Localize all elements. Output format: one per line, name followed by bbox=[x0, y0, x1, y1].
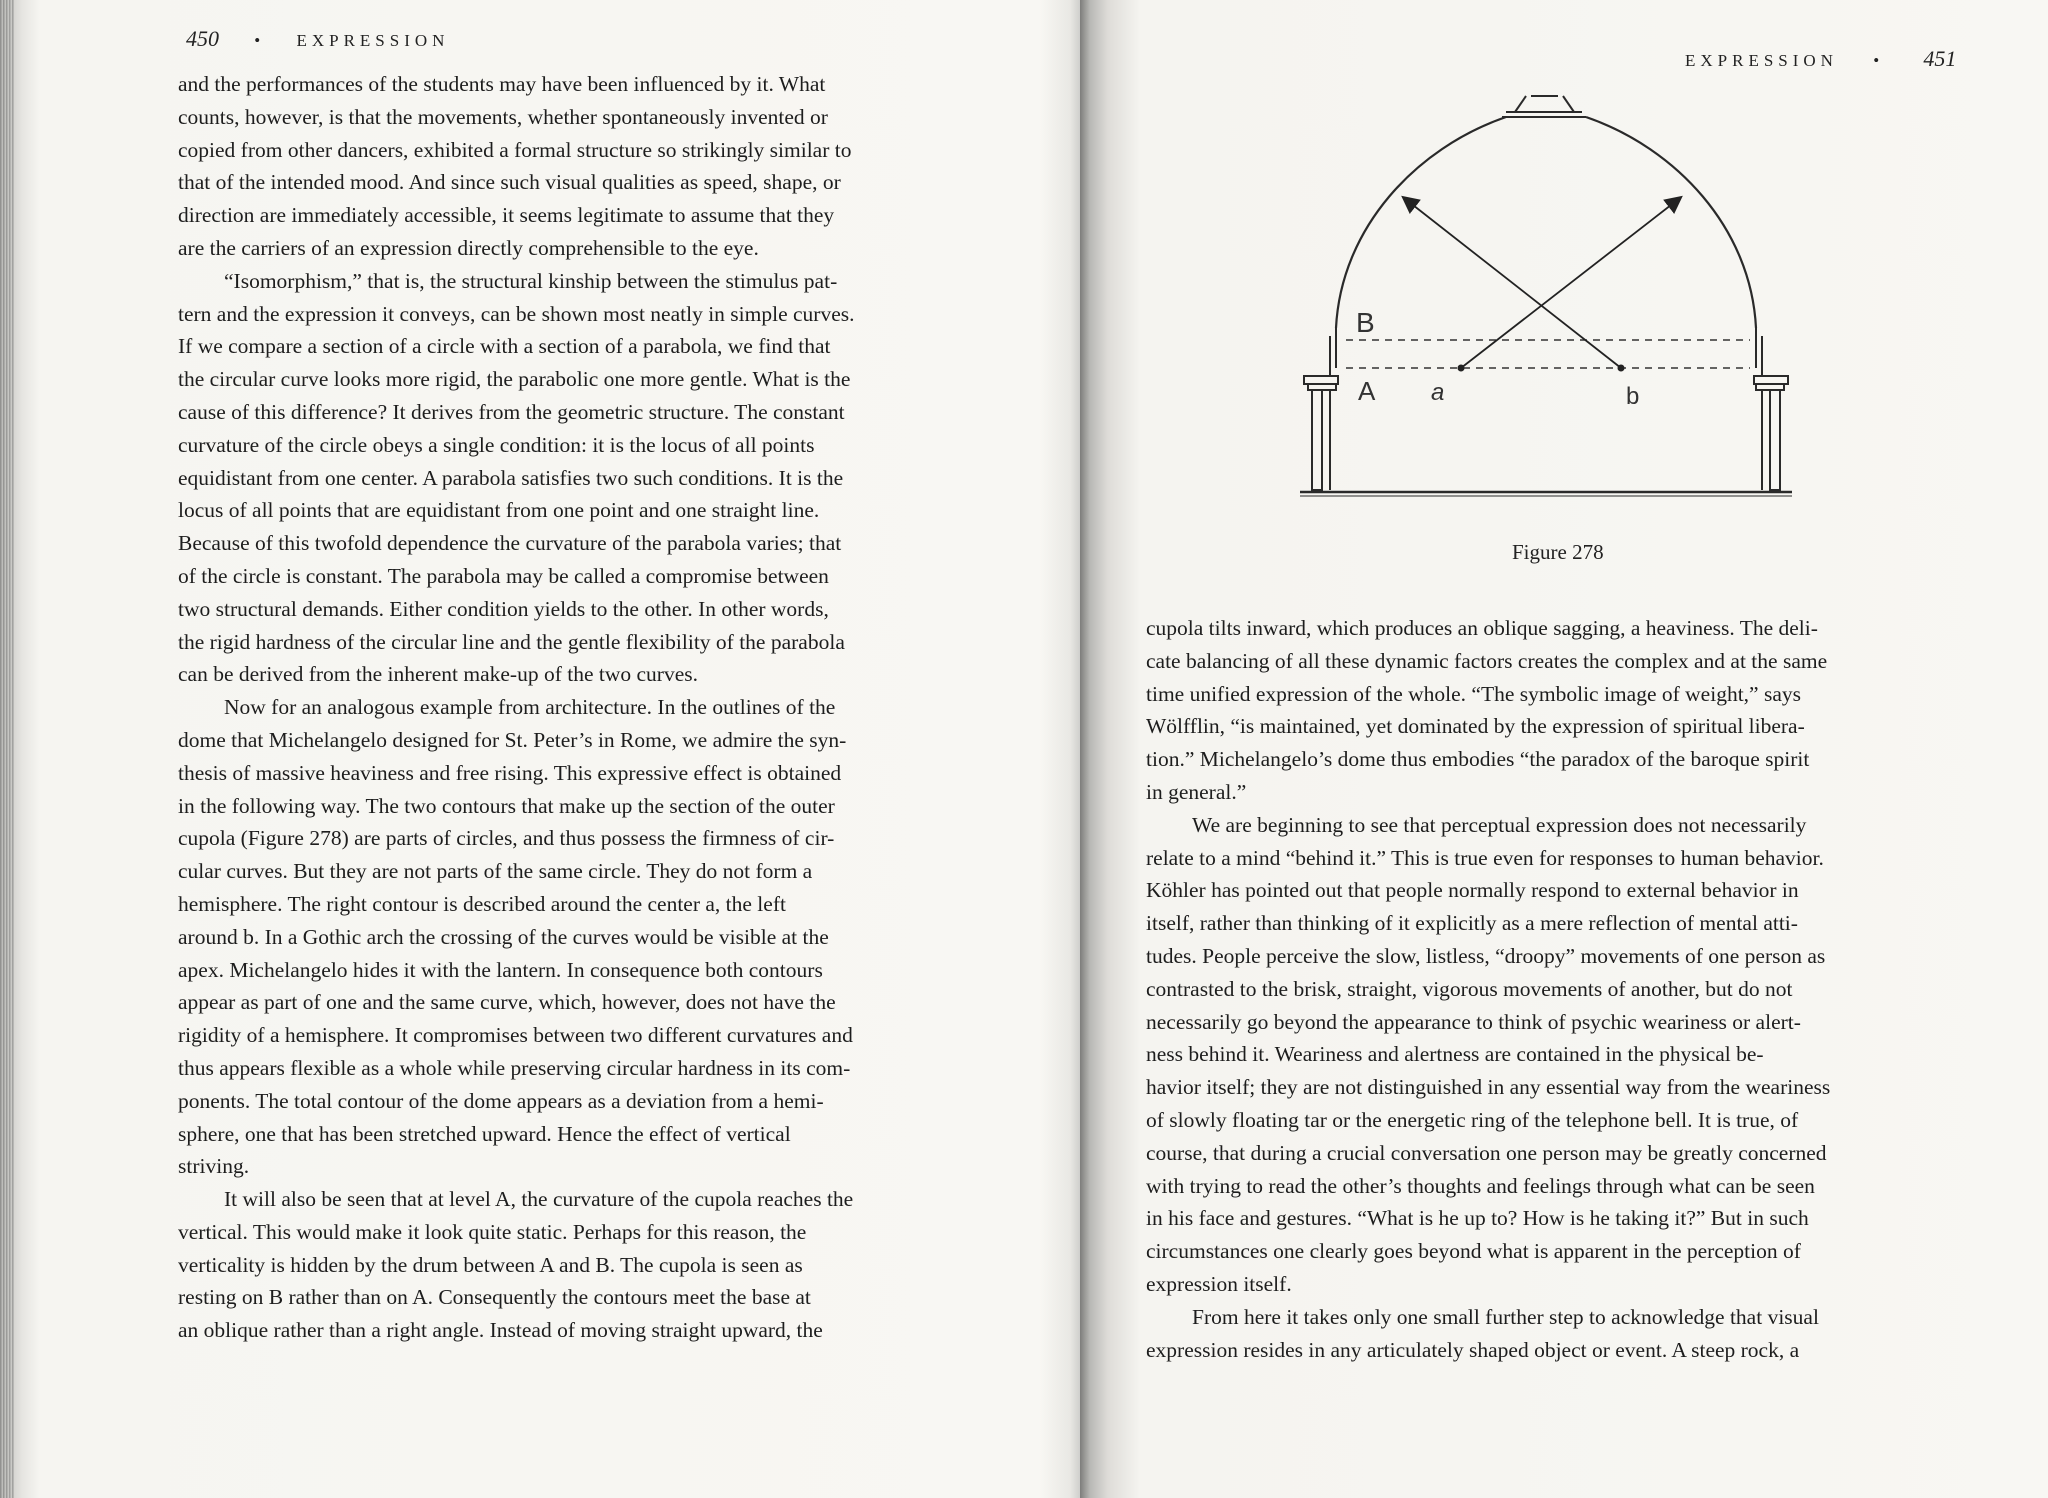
text-line: dome that Michelangelo designed for St. Peter’s in Rome, we admire the syn- bbox=[178, 727, 847, 752]
text-line: copied from other dancers, exhibited a formal structure so strikingly similar to bbox=[178, 137, 852, 162]
center-point-a bbox=[1458, 365, 1465, 372]
text-line: thesis of massive heaviness and free rising. This expressive effect is obtained bbox=[178, 760, 842, 785]
right-column bbox=[1770, 390, 1780, 490]
text-line: We are beginning to see that perceptual expression does not necessarily bbox=[1192, 812, 1807, 837]
text-line: Now for an analogous example from architecture. In the outlines of the bbox=[224, 695, 836, 720]
lantern-left-side bbox=[1515, 96, 1526, 112]
text-line: hemisphere. The right contour is described around the center a, the left bbox=[178, 891, 786, 916]
text-line: an oblique rather than a right angle. Instead of moving straight upward, the bbox=[178, 1318, 823, 1343]
text-line: in his face and gestures. “What is he up to? How is he taking it?” But in such bbox=[1146, 1206, 1809, 1231]
right-running-head-title: EXPRESSION bbox=[1685, 51, 1838, 70]
text-line: sphere, one that has been stretched upward. Hence the effect of vertical bbox=[178, 1121, 791, 1146]
left-drum bbox=[1304, 328, 1338, 490]
text-line: are the carriers of an expression directly comprehensible to the eye. bbox=[178, 235, 759, 260]
text-line: counts, however, is that the movements, whether spontaneously invented or bbox=[178, 104, 828, 129]
text-line: necessarily go beyond the appearance to think of psychic weariness or alert- bbox=[1146, 1009, 1801, 1034]
text-line: relate to a mind “behind it.” This is true even for responses to human behavior. bbox=[1146, 845, 1824, 870]
text-line: of slowly floating tar or the energetic ring of the telephone bell. It is true, of bbox=[1146, 1107, 1799, 1132]
text-line: Because of this twofold dependence the curvature of the parabola varies; that bbox=[178, 531, 842, 556]
text-line: circumstances one clearly goes beyond what is apparent in the perception of bbox=[1146, 1239, 1801, 1264]
right-page-number: 451 bbox=[1923, 46, 1957, 71]
text-line: cupola (Figure 278) are parts of circles, and thus possess the firmness of cir- bbox=[178, 826, 835, 851]
label-a: a bbox=[1431, 379, 1445, 406]
text-line: tion.” Michelangelo’s dome thus embodies “the paradox of the baroque spirit bbox=[1146, 747, 1810, 772]
left-header-bullet: • bbox=[254, 31, 266, 50]
left-column bbox=[1312, 390, 1322, 490]
text-line: havior itself; they are not distinguished in any essential way from the weariness bbox=[1146, 1075, 1831, 1100]
text-line: with trying to read the other’s thoughts and feelings through what can be seen bbox=[1146, 1173, 1815, 1198]
left-page-number: 450 bbox=[186, 26, 219, 51]
text-line: course, that during a crucial conversation one person may be greatly concerned bbox=[1146, 1140, 1827, 1165]
label-b: b bbox=[1626, 383, 1640, 410]
dome-right-contour bbox=[1586, 117, 1756, 328]
text-line: apex. Michelangelo hides it with the lantern. In consequence both contours bbox=[178, 957, 823, 982]
lantern-right-side bbox=[1563, 96, 1574, 112]
text-line: can be derived from the inherent make-up of the two curves. bbox=[178, 662, 698, 687]
dome-left-contour bbox=[1336, 117, 1506, 328]
text-line: two structural demands. Either condition yields to the other. In other words, bbox=[178, 596, 829, 621]
page-edge-lines bbox=[0, 0, 14, 1498]
label-B: B bbox=[1356, 307, 1375, 338]
text-line: cause of this difference? It derives from the geometric structure. The constant bbox=[178, 399, 845, 424]
radius-arrow-from-b bbox=[1404, 198, 1621, 368]
text-line: time unified expression of the whole. “The symbolic image of weight,” says bbox=[1146, 681, 1801, 706]
text-line: of the circle is constant. The parabola may be called a compromise between bbox=[178, 563, 829, 588]
radius-arrow-from-a bbox=[1461, 198, 1680, 368]
right-cornice bbox=[1754, 376, 1788, 384]
text-line: curvature of the circle obeys a single condition: it is the locus of all points bbox=[178, 432, 815, 457]
text-line: vertical. This would make it look quite static. Perhaps for this reason, the bbox=[178, 1219, 807, 1244]
right-drum bbox=[1754, 328, 1788, 490]
text-line: itself, rather than thinking of it explicitly as a mere reflection of mental atti- bbox=[1146, 911, 1798, 936]
text-line: tern and the expression it conveys, can be shown most neatly in simple curves. bbox=[178, 301, 855, 326]
lantern bbox=[1502, 96, 1586, 117]
text-line: resting on B rather than on A. Consequently the contours meet the base at bbox=[178, 1285, 811, 1310]
text-line: cate balancing of all these dynamic factors creates the complex and at the same bbox=[1146, 648, 1828, 673]
text-line: appear as part of one and the same curve, which, however, does not have the bbox=[178, 990, 836, 1015]
text-line: around b. In a Gothic arch the crossing of the curves would be visible at the bbox=[178, 924, 829, 949]
text-line: If we compare a section of a circle with a section of a parabola, we find that bbox=[178, 334, 831, 359]
text-line: verticality is hidden by the drum between A and B. The cupola is seen as bbox=[178, 1252, 803, 1277]
text-line: in the following way. The two contours that make up the section of the outer bbox=[178, 793, 835, 818]
left-running-head bbox=[186, 26, 449, 52]
text-line: ponents. The total contour of the dome appears as a deviation from a hemi- bbox=[178, 1088, 824, 1113]
text-line: locus of all points that are equidistant from one point and one straight line. bbox=[178, 498, 820, 523]
text-line: expression resides in any articulately shaped object or event. A steep rock, a bbox=[1146, 1337, 1800, 1362]
right-running-head bbox=[1685, 46, 1956, 72]
text-line: striving. bbox=[178, 1154, 250, 1179]
text-line: that of the intended mood. And since such visual qualities as speed, shape, or bbox=[178, 170, 841, 195]
right-header-bullet: • bbox=[1873, 51, 1885, 70]
text-line: “Isomorphism,” that is, the structural kinship between the stimulus pat- bbox=[224, 268, 838, 293]
left-running-head-title: EXPRESSION bbox=[296, 31, 450, 50]
text-line: direction are immediately accessible, it seems legitimate to assume that they bbox=[178, 203, 835, 228]
text-line: ness behind it. Weariness and alertness are contained in the physical be- bbox=[1146, 1042, 1764, 1067]
text-line: Wölfflin, “is maintained, yet dominated by the expression of spiritual libera- bbox=[1146, 714, 1805, 739]
left-body-text bbox=[178, 68, 988, 1347]
text-line: expression itself. bbox=[1146, 1271, 1292, 1296]
text-line: the rigid hardness of the circular line and the gentle flexibility of the parabola bbox=[178, 629, 845, 654]
right-page bbox=[1080, 0, 2048, 1498]
dome-section-diagram bbox=[1296, 88, 1896, 528]
text-line: contrasted to the brisk, straight, vigorous movements of another, but do not bbox=[1146, 976, 1793, 1001]
text-line: and the performances of the students may have been influenced by it. What bbox=[178, 72, 826, 96]
text-line: rigidity of a hemisphere. It compromises between two different curvatures and bbox=[178, 1023, 853, 1048]
text-line: From here it takes only one small further step to acknowledge that visual bbox=[1192, 1304, 1819, 1329]
text-line: cular curves. But they are not parts of the same circle. They do not form a bbox=[178, 859, 813, 884]
text-line: equidistant from one center. A parabola satisfies two such conditions. It is the bbox=[178, 465, 844, 490]
text-line: thus appears flexible as a whole while preserving circular hardness in its com- bbox=[178, 1055, 851, 1080]
left-cornice bbox=[1304, 376, 1338, 384]
text-line: in general.” bbox=[1146, 779, 1247, 804]
right-body-text bbox=[1146, 612, 1954, 1366]
label-A: A bbox=[1358, 376, 1376, 406]
text-line: tudes. People perceive the slow, listless, “droopy” movements of one person as bbox=[1146, 943, 1826, 968]
center-point-b bbox=[1618, 365, 1625, 372]
text-line: Köhler has pointed out that people normally respond to external behavior in bbox=[1146, 878, 1799, 903]
text-line: It will also be seen that at level A, the curvature of the cupola reaches the bbox=[224, 1187, 854, 1212]
text-line: cupola tilts inward, which produces an oblique sagging, a heaviness. The deli- bbox=[1146, 616, 1818, 640]
figure-caption: Figure 278 bbox=[1512, 540, 1604, 564]
text-line: the circular curve looks more rigid, the parabolic one more gentle. What is the bbox=[178, 367, 851, 392]
